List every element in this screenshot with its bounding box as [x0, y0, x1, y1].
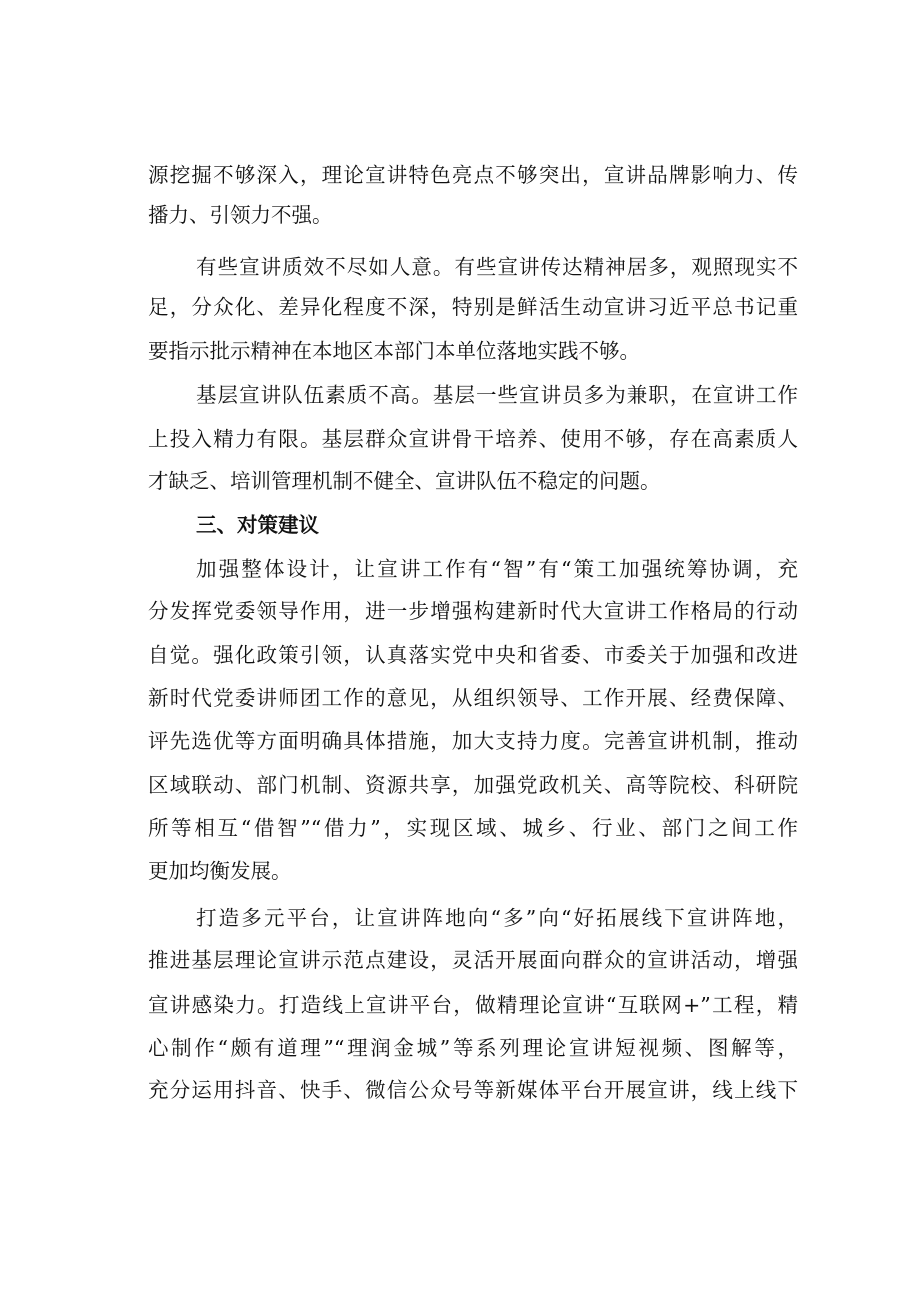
text-line: 新时代党委讲师团工作的意见，从组织领导、工作开展、经费保障、 — [148, 686, 798, 710]
text-line: 足，分众化、差异化程度不深，特别是鲜活生动宣讲习近平总书记重 — [148, 295, 798, 319]
section-heading: 三、对策建议 — [196, 513, 319, 537]
text-line: 自觉。强化政策引领，认真落实党中央和省委、市委关于加强和改进 — [148, 643, 798, 667]
text-line: 上投入精力有限。基层群众宣讲骨干培养、使用不够，存在高素质人 — [148, 427, 798, 451]
text-line: 所等相互“借智”“借力”，实现区域、城乡、行业、部门之间工作 — [148, 816, 798, 840]
text-line: 基层宣讲队伍素质不高。基层一些宣讲员多为兼职，在宣讲工作 — [196, 383, 798, 407]
text-line: 源挖掘不够深入，理论宣讲特色亮点不够突出，宣讲品牌影响力、传 — [148, 163, 798, 187]
text-line: 加强整体设计，让宣讲工作有“智”有“策工加强统筹协调，充 — [196, 557, 798, 581]
text-line: 更加均衡发展。 — [148, 859, 292, 883]
text-line: 有些宣讲质效不尽如人意。有些宣讲传达精神居多，观照现实不 — [196, 255, 798, 279]
text-line: 推进基层理论宣讲示范点建设，灵活开展面向群众的宣讲活动，增强 — [148, 948, 798, 972]
text-line: 宣讲感染力。打造线上宣讲平台，做精理论宣讲“互联网+”工程，精 — [148, 993, 798, 1017]
text-line: 播力、引领力不强。 — [148, 203, 333, 227]
text-line: 分发挥党委领导作用，进一步增强构建新时代大宣讲工作格局的行动 — [148, 599, 798, 623]
text-line: 评先选优等方面明确具体措施，加大支持力度。完善宣讲机制，推动 — [148, 729, 798, 753]
text-line: 区域联动、部门机制、资源共享，加强党政机关、高等院校、科研院 — [148, 773, 798, 797]
text-line: 心制作“颇有道理”“理润金城”等系列理论宣讲短视频、图解等， — [148, 1036, 798, 1060]
text-line: 打造多元平台，让宣讲阵地向“多”向“好拓展线下宣讲阵地， — [196, 906, 798, 930]
text-line: 充分运用抖音、快手、微信公众号等新媒体平台开展宣讲，线上线下 — [148, 1078, 798, 1102]
text-line: 要指示批示精神在本地区本部门本单位落地实践不够。 — [148, 339, 640, 363]
text-line: 才缺乏、培训管理机制不健全、宣讲队伍不稳定的问题。 — [148, 469, 661, 493]
